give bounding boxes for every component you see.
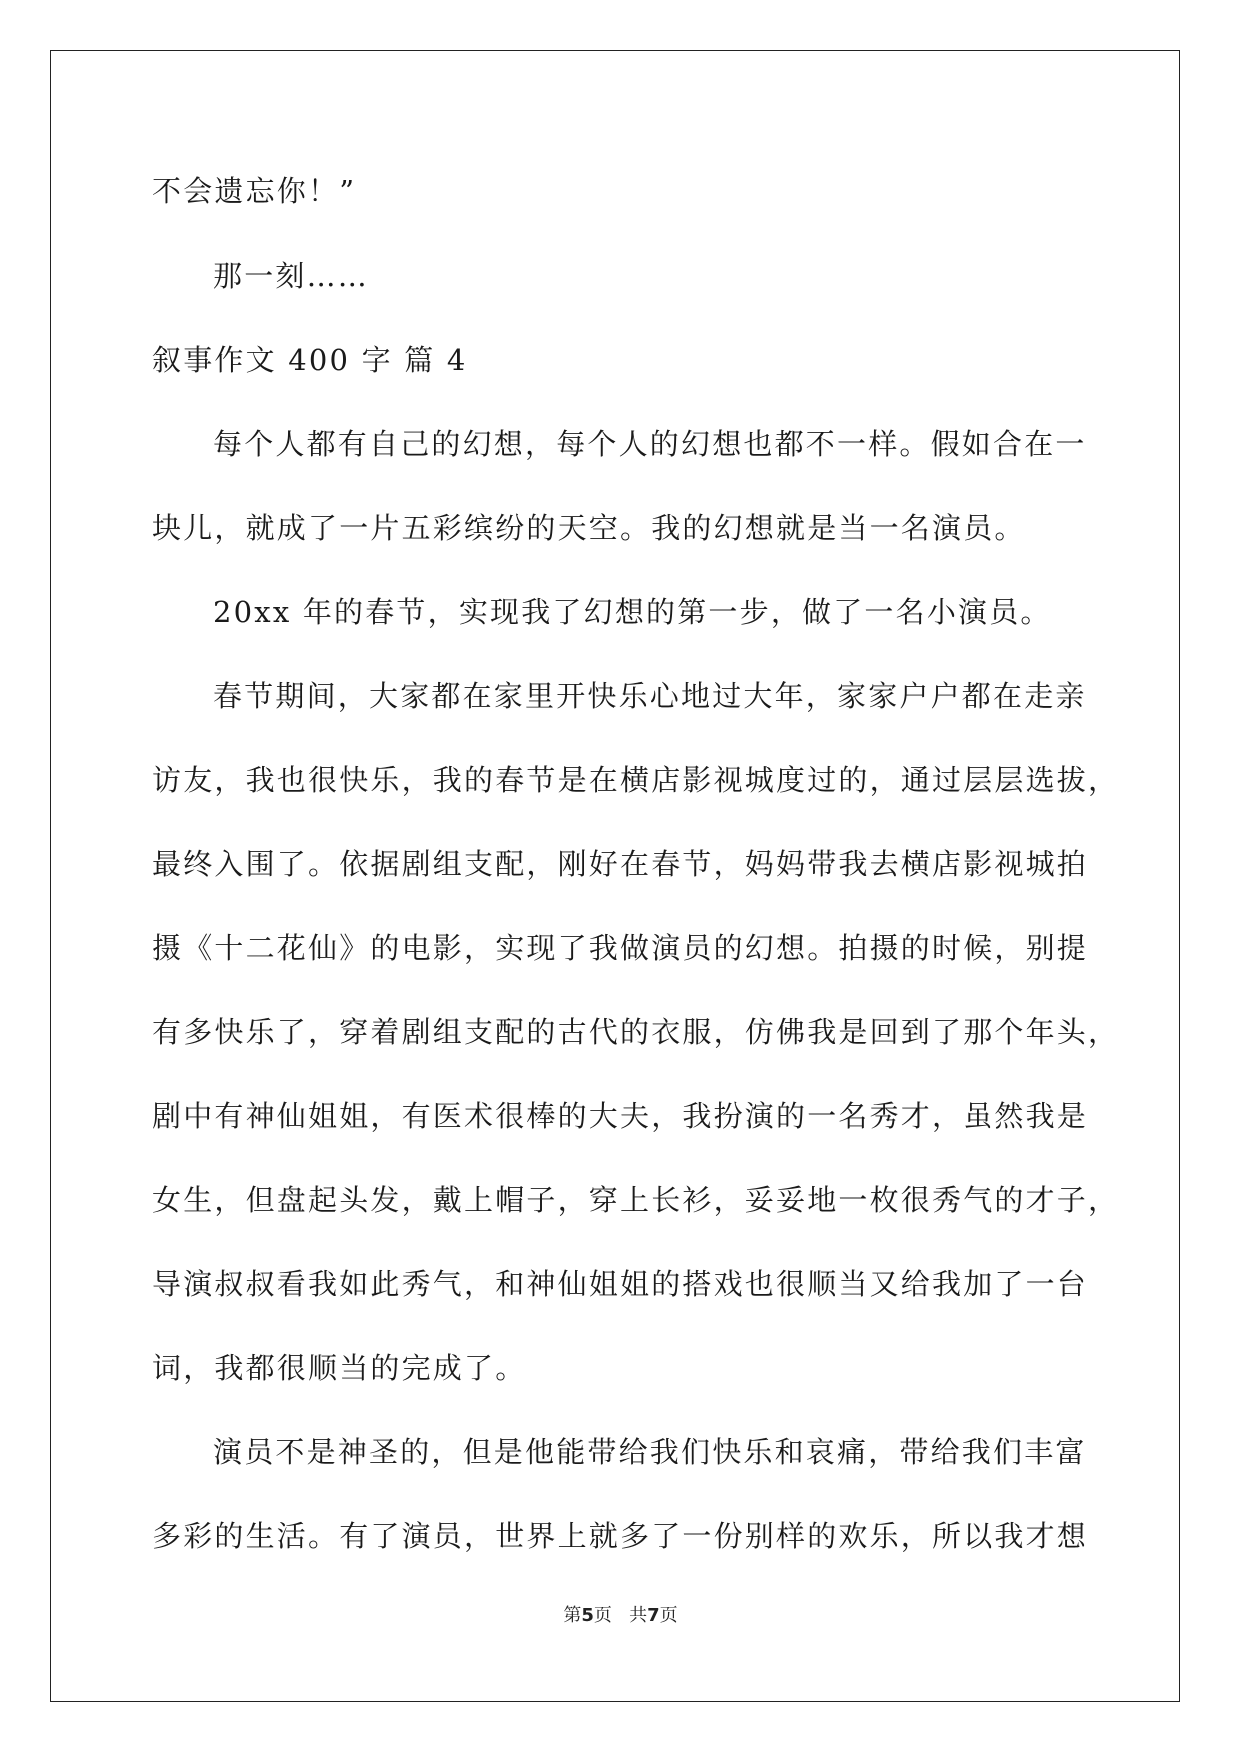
page-number: 5 bbox=[581, 1605, 594, 1626]
text-line: 导演叔叔看我如此秀气，和神仙姐姐的搭戏也很顺当又给我加了一台 bbox=[152, 1267, 1089, 1301]
text-line: 词，我都很顺当的完成了。 bbox=[152, 1351, 527, 1385]
text-line: 有多快乐了，穿着剧组支配的古代的衣服，仿佛我是回到了那个年头， bbox=[152, 1015, 1120, 1049]
text-line: 访友，我也很快乐，我的春节是在横店影视城度过的，通过层层选拔， bbox=[152, 763, 1120, 797]
text-line: 剧中有神仙姐姐，有医术很棒的大夫，我扮演的一名秀才，虽然我是 bbox=[152, 1099, 1089, 1133]
section-heading: 叙事作文 400 字 篇 4 bbox=[152, 343, 468, 377]
text-line: 春节期间，大家都在家里开快乐心地过大年，家家户户都在走亲 bbox=[213, 679, 1087, 713]
text-line: 女生，但盘起头发，戴上帽子，穿上长衫，妥妥地一枚很秀气的才子， bbox=[152, 1183, 1120, 1217]
total-label-suffix: 页 bbox=[659, 1605, 678, 1626]
text-line: 20xx 年的春节，实现我了幻想的第一步，做了一名小演员。 bbox=[213, 595, 1052, 629]
text-line: 多彩的生活。有了演员，世界上就多了一份别样的欢乐，所以我才想 bbox=[152, 1519, 1089, 1553]
page-label-prefix: 第 bbox=[563, 1605, 582, 1626]
total-label-prefix: 共 bbox=[629, 1605, 648, 1626]
text-line: 摄《十二花仙》的电影，实现了我做演员的幻想。拍摄的时候，别提 bbox=[152, 931, 1089, 965]
text-line: 块儿，就成了一片五彩缤纷的天空。我的幻想就是当一名演员。 bbox=[152, 511, 1026, 545]
text-line: 不会遗忘你！” bbox=[152, 174, 357, 208]
text-line: 最终入围了。依据剧组支配，刚好在春节，妈妈带我去横店影视城拍 bbox=[152, 847, 1089, 881]
page-footer bbox=[0, 1601, 1241, 1627]
text-line: 演员不是神圣的，但是他能带给我们快乐和哀痛，带给我们丰富 bbox=[213, 1435, 1087, 1469]
text-line: 那一刻…… bbox=[213, 259, 370, 293]
total-pages: 7 bbox=[647, 1605, 660, 1626]
page-label-suffix: 页 bbox=[593, 1605, 612, 1626]
text-line: 每个人都有自己的幻想，每个人的幻想也都不一样。假如合在一 bbox=[213, 427, 1087, 461]
